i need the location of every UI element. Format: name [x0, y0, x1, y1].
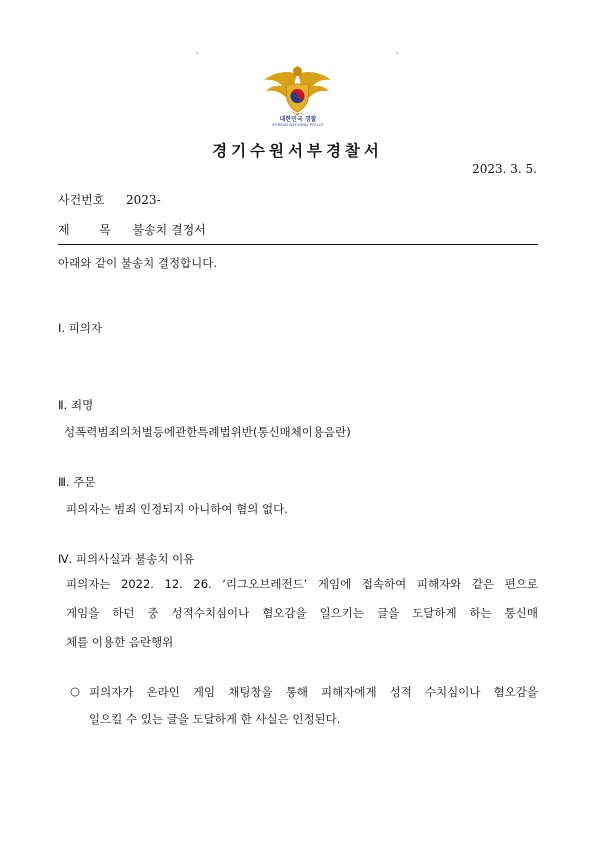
subject-label-char: 제: [58, 223, 70, 237]
section-heading-charge: Ⅱ. 죄명: [58, 398, 94, 412]
facts-line: 피의자는 2022. 12. 26. ‘리그오브레전드’ 게임에 접속하여 피해자와 같은 편으로: [66, 577, 538, 591]
decorative-dot: 。: [396, 47, 403, 55]
finding-line: 피의자가 온라인 게임 채팅창을 통해 피해자에게 성적 수치심이나 혐오감을: [89, 685, 538, 699]
case-number-row: [58, 191, 161, 208]
divider: [58, 244, 538, 245]
subject-value: 불송치 결정서: [132, 223, 206, 237]
bullet-icon: ○: [70, 684, 81, 698]
facts-line: 체를 이용한 음란행위: [66, 635, 174, 649]
emblem-english-text: KOREAN NATIONAL POLICE: [272, 123, 324, 127]
subject-label-char: 목: [99, 223, 111, 237]
org-title: 경기수원서부경찰서: [212, 142, 383, 160]
emblem-korean-text: 대한민국 경찰: [279, 116, 317, 123]
finding-line: 일으킬 수 있는 글을 도달하게 한 사실은 인정된다.: [89, 712, 341, 726]
subject-row: [58, 221, 206, 238]
section-heading-facts: Ⅳ. 피의사실과 불송치 이유: [58, 552, 195, 566]
disposition-text: 피의자는 범죄 인정되지 아니하여 혐의 없다.: [66, 502, 288, 516]
decorative-dot: 。: [196, 47, 203, 55]
case-number-value: 2023-: [126, 193, 161, 207]
facts-line: 게임을 하던 중 성적수치심이나 혐오감을 일으키는 글을 도달하게 하는 통신매: [66, 606, 538, 620]
charge-text: 성폭력범죄의처벌등에관한특례법위반(통신매체이용음란): [64, 425, 351, 439]
case-number-label: 사건번호: [58, 193, 105, 207]
document-date: 2023. 3. 5.: [472, 162, 537, 176]
section-heading-suspect: Ⅰ. 피의자: [58, 321, 103, 335]
intro-text: 아래와 같이 불송치 결정합니다.: [58, 256, 218, 270]
section-heading-disposition: Ⅲ. 주문: [58, 475, 96, 489]
